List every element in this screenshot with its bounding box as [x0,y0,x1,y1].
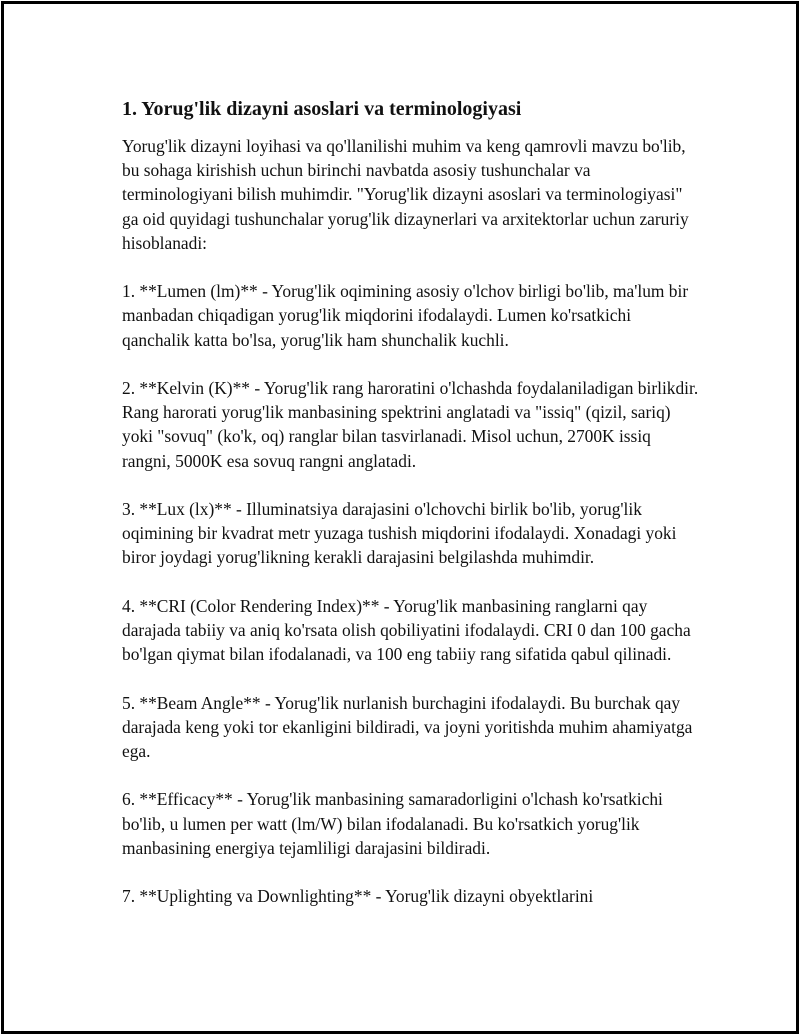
document-body [122,96,702,908]
section-title: 1. Yorug'lik dizayni asoslari va terminologiyasi [122,98,522,120]
term-lux: 3. **Lux (lx)** - Illuminatsiya darajasini o'lchovchi birlik bo'lib, yorug'lik oqimining bir kvadrat metr yuzaga tushish miqdorini ifodalaydi. Xonadagi yoki biror joydagi yorug'likning kerakli darajasini belgilashda muhimdir. [122,499,677,568]
term-lumen: 1. **Lumen (lm)** - Yorug'lik oqimining asosiy o'lchov birligi bo'lib, ma'lum bir manbadan chiqadigan yorug'lik miqdorini ifodalaydi. Lumen ko'rsatkichi qanchalik katta bo'lsa, yorug'lik ham shunchalik kuchli. [122,281,689,350]
term-efficacy: 6. **Efficacy** - Yorug'lik manbasining samaradorligini o'lchash ko'rsatkichi bo'lib, u lumen per watt (lm/W) bilan ifodalanadi. Bu ko'rsatkich yorug'lik manbasining energiya tejamliligi darajasini bildiradi. [122,789,663,858]
term-cri: 4. **CRI (Color Rendering Index)** - Yorug'lik manbasining ranglarni qay darajada tabiiy va aniq ko'rsata olish qobiliyatini ifodalaydi. CRI 0 dan 100 gacha bo'lgan qiymat bilan ifodalanadi, va 100 eng tabiiy rang sifatida qabul qilinadi. [122,595,691,665]
page-frame [1,1,799,1034]
term-beam-angle: 5. **Beam Angle** - Yorug'lik nurlanish burchagini ifodalaydi. Bu burchak qay darajada keng yoki tor ekanligini bildiradi, va joyni yoritishda muhim ahamiyatga ega. [122,692,693,761]
term-kelvin: 2. **Kelvin (K)** - Yorug'lik rang haroratini o'lchashda foydalaniladigan birlikdir. Rang harorati yorug'lik manbasining spektrini anglatadi va "issiq" (qizil, sariq) yoki "sovuq" (ko'k, oq) ranglar bilan tasvirlanadi. Misol uchun, 2700K issiq rangni, 5000K esa sovuq rangni anglatadi. [122,378,699,471]
intro-paragraph: Yorug'lik dizayni loyihasi va qo'llanilishi muhim va keng qamrovli mavzu bo'lib, bu sohaga kirishish uchun birinchi navbatda asosiy tushunchalar va terminologiyani bilish muhimdir. "Yorug'lik dizayni asoslari va terminologiyasi" ga oid quyidagi tushunchalar yorug'lik dizaynerlari va arxitektorlar uchun zaruriy hisoblanadi: [122,136,689,253]
term-uplighting-downlighting: 7. **Uplighting va Downlighting** - Yorug'lik dizayni obyektlarini [122,886,594,907]
